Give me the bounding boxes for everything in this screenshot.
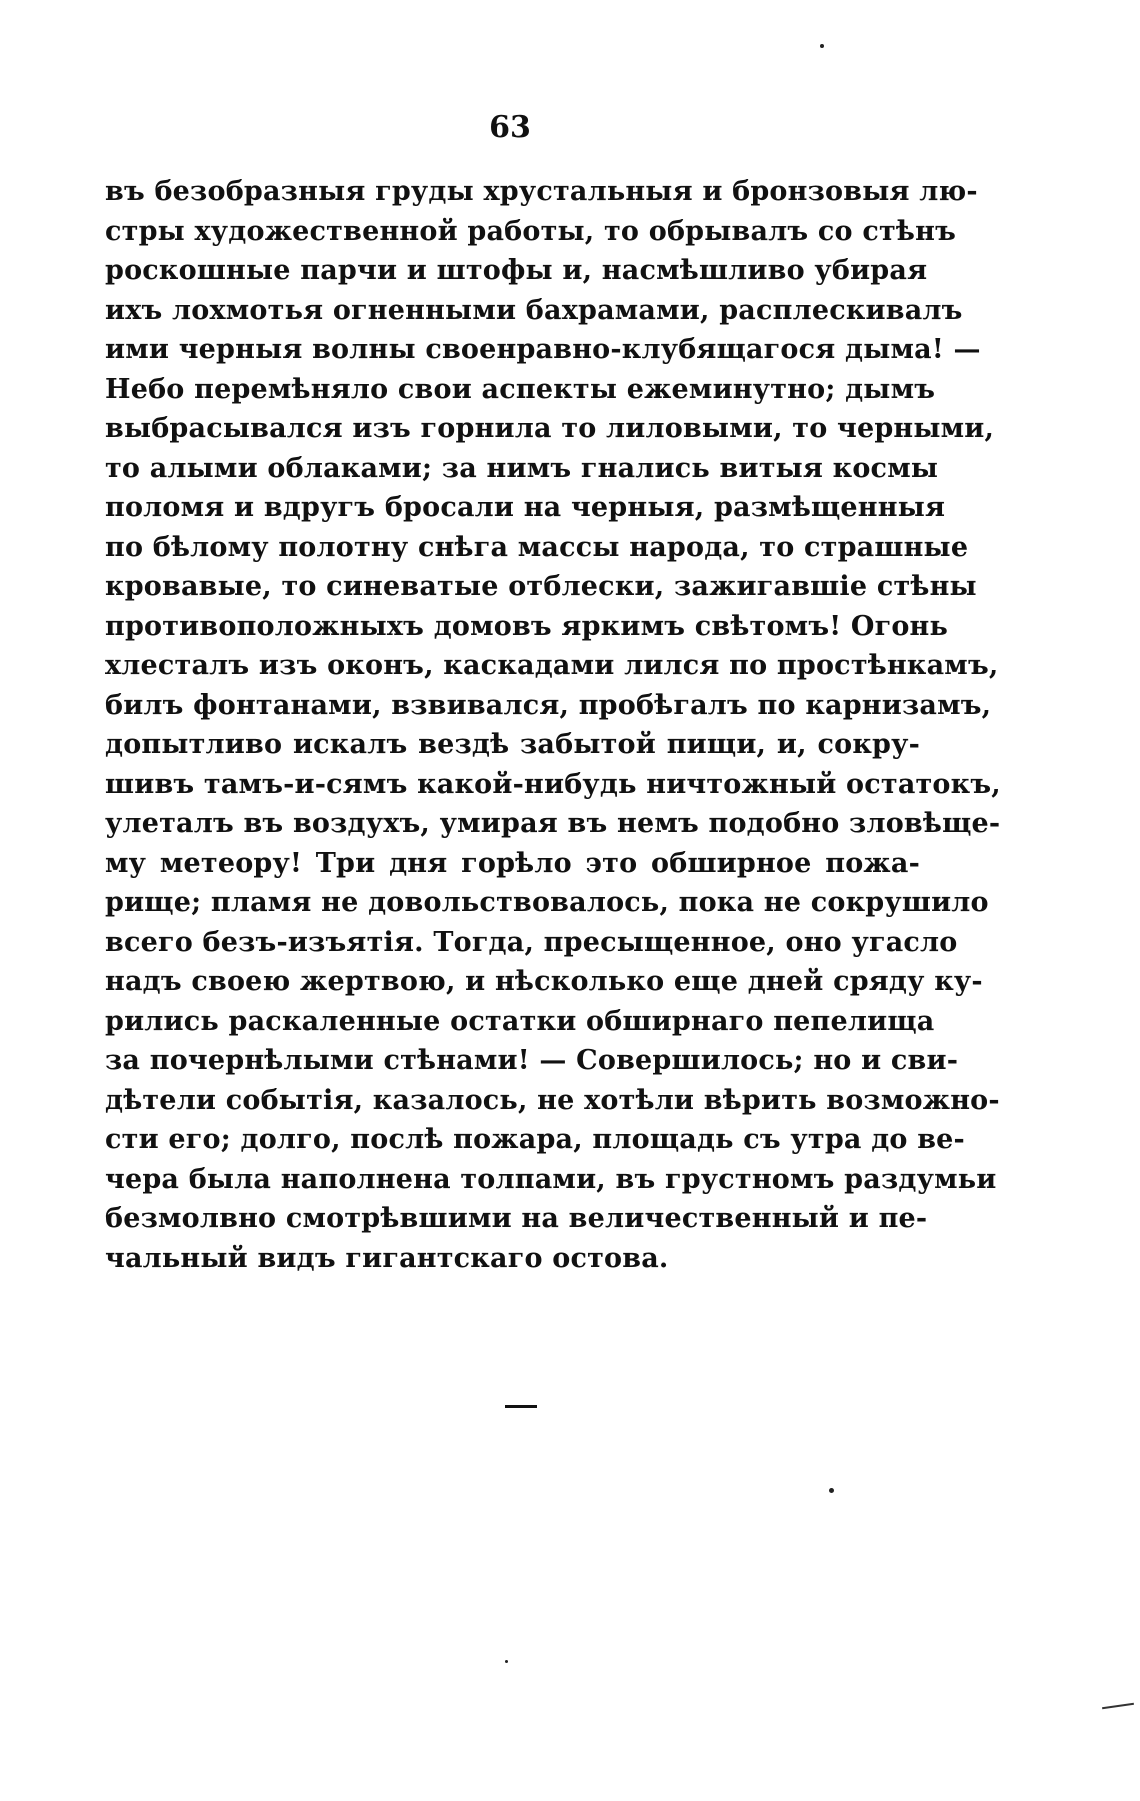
end-rule	[505, 1405, 537, 1408]
text-line: по бѣлому полотну снѣга массы народа, то страшные	[105, 531, 969, 563]
text-line: ими черныя волны своенравно-клубящагося дыма! —	[105, 334, 981, 365]
text-line: то алыми облаками; за нимъ гнались витыя космы	[105, 452, 939, 484]
text-line: Небо перемѣняло свои аспекты ежеминутно; дымъ	[105, 373, 936, 405]
text-line: выбрасывался изъ горнила то лиловыми, то черными,	[105, 413, 995, 444]
ink-speck	[505, 1660, 508, 1663]
text-line: противоположныхъ домовъ яркимъ свѣтомъ! Огонь	[105, 610, 949, 642]
page-number: 63	[489, 110, 531, 145]
text-line: улеталъ въ воздухъ, умирая въ немъ подобно зловѣще-	[105, 808, 1001, 839]
ink-speck	[829, 1488, 834, 1493]
text-line: хлесталъ изъ оконъ, каскадами лился по простѣнкамъ,	[105, 650, 999, 681]
text-line: му метеору! Три дня горѣло это обширное пожа-	[105, 847, 920, 879]
page-edge-mark	[1102, 1703, 1134, 1709]
text-line: безмолвно смотрѣвшими на величественный и пе-	[105, 1203, 928, 1234]
text-line: всего безъ-изъятія. Тогда, пресыщенное, оно угасло	[105, 926, 958, 958]
text-line: роскошные парчи и штофы и, насмѣшливо убирая	[105, 255, 928, 286]
text-line: надъ своею жертвою, и нѣсколько еще дней сряду ку-	[105, 966, 983, 997]
text-line: стры художественной работы, то обрывалъ со стѣнъ	[105, 215, 956, 247]
text-line: кровавые, то синеватые отблески, зажигавшіе стѣны	[105, 571, 977, 602]
text-line: шивъ тамъ-и-сямъ какой-нибудь ничтожный остатокъ,	[105, 768, 1001, 800]
body-text	[105, 172, 1001, 1278]
text-line: въ безобразныя груды хрустальныя и бронзовыя лю-	[105, 176, 978, 207]
text-line: рились раскаленные остатки обширнаго пепелища	[105, 1005, 935, 1037]
text-line: ихъ лохмотья огненными бахрамами, расплескивалъ	[105, 294, 963, 326]
text-line: сти его; долго, послѣ пожара, площадь съ утра до ве-	[105, 1124, 965, 1155]
text-line: поломя и вдругъ бросали на черныя, размѣщенныя	[105, 492, 946, 523]
text-line: дѣтели событія, казалось, не хотѣли вѣрить возможно-	[105, 1084, 1000, 1116]
text-line: допытливо искалъ вездѣ забытой пищи, и, сокру-	[105, 729, 920, 760]
text-line: чера была наполнена толпами, въ грустномъ раздумьи	[105, 1163, 997, 1195]
text-line: за почернѣлыми стѣнами! — Совершилось; но и сви-	[105, 1045, 959, 1076]
text-line: рище; пламя не довольствовалось, пока не сокрушило	[105, 887, 989, 918]
text-line: чальный видъ гигантскаго остова.	[105, 1242, 669, 1274]
ink-speck	[820, 44, 824, 48]
text-line: билъ фонтанами, взвивался, пробѣгалъ по карнизамъ,	[105, 689, 992, 721]
